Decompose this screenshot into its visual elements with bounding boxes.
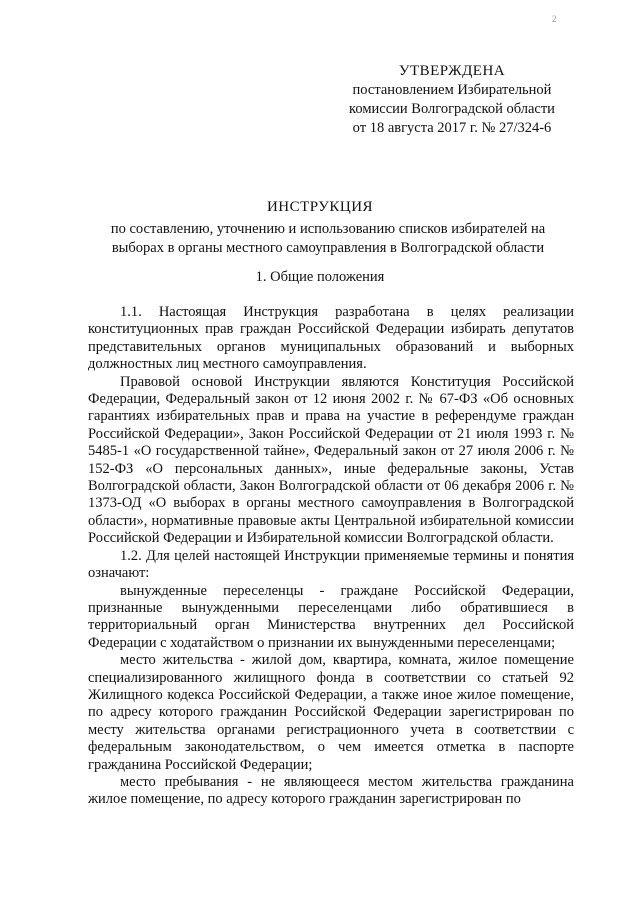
- paragraph-1-1: 1.1. Настоящая Инструкция разработана в целях реализации конституционных прав граждан Российской Федерации избирать депутатов представительных органов муниципальных образований и выборных должностных лиц местного самоуправления.: [88, 304, 574, 373]
- document-subtitle: по составлению, уточнению и использованию списков избирателей на выборах в органы местного самоуправления в Волгоградской области: [110, 221, 546, 256]
- paragraph-term-stay: место пребывания - не являющееся местом жительства гражданина жилое помещение, по адресу которого гражданин зарегистрирован по: [88, 773, 574, 808]
- approval-heading: УТВЕРЖДЕНА: [398, 63, 506, 79]
- approval-stamp: [332, 62, 572, 138]
- paragraph-legal-basis: Правовой основой Инструкции являются Конституция Российской Федерации, Федеральный закон от 12 июня 2002 г. № 67-ФЗ «Об основных гарантиях избирательных прав и права на участие в референдуме граждан Российской Федерации», Закон Российской Федерации от 21 июля 1993 г. № 5485-1 «О государственной тайне», Федеральный закон от 27 июля 2006 г. № 152-ФЗ «О персональных данных», иные федеральные законы, Устав Волгоградской области, Закон Волгоградской области от 06 декабря 2006 г. № 1373-ОД «О выборах в органы местного самоуправления в Волгоградской области», нормативные правовые акты Центральной избирательной комиссии Российской Федерации и Избирательной комиссии Волгоградской области.: [88, 373, 574, 547]
- document-title: ИНСТРУКЦИЯ: [266, 199, 374, 215]
- document-body: [88, 304, 574, 809]
- paragraph-1-2: 1.2. Для целей настоящей Инструкции применяемые термины и понятия означают:: [88, 547, 574, 582]
- section-heading: 1. Общие положения: [255, 269, 385, 285]
- paragraph-term-residence: место жительства - жилой дом, квартира, комната, жилое помещение специализированного жилищного фонда в соответствии со статьей 92 Жилищного кодекса Российской Федерации, а также иное жилое помещение, по адресу которого гражданин Российской Федерации зарегистрирован по месту жительства органами регистрационного учета в соответствии с федеральным законодательством, о чем имеется отметка в паспорте гражданина Российской Федерации;: [88, 652, 574, 773]
- paragraph-term-displaced: вынужденные переселенцы - граждане Российской Федерации, признанные вынужденными переселенцами либо обратившиеся в территориальный орган Министерства внутренних дел Российской Федерации с ходатайством о признании их вынужденными переселенцами;: [88, 582, 574, 651]
- approval-line-2: комиссии Волгоградской области: [349, 101, 555, 117]
- approval-line-3: от 18 августа 2017 г. № 27/324-6: [352, 120, 552, 136]
- page-mark: 2: [552, 14, 557, 24]
- approval-line-1: постановлением Избирательной: [352, 82, 552, 98]
